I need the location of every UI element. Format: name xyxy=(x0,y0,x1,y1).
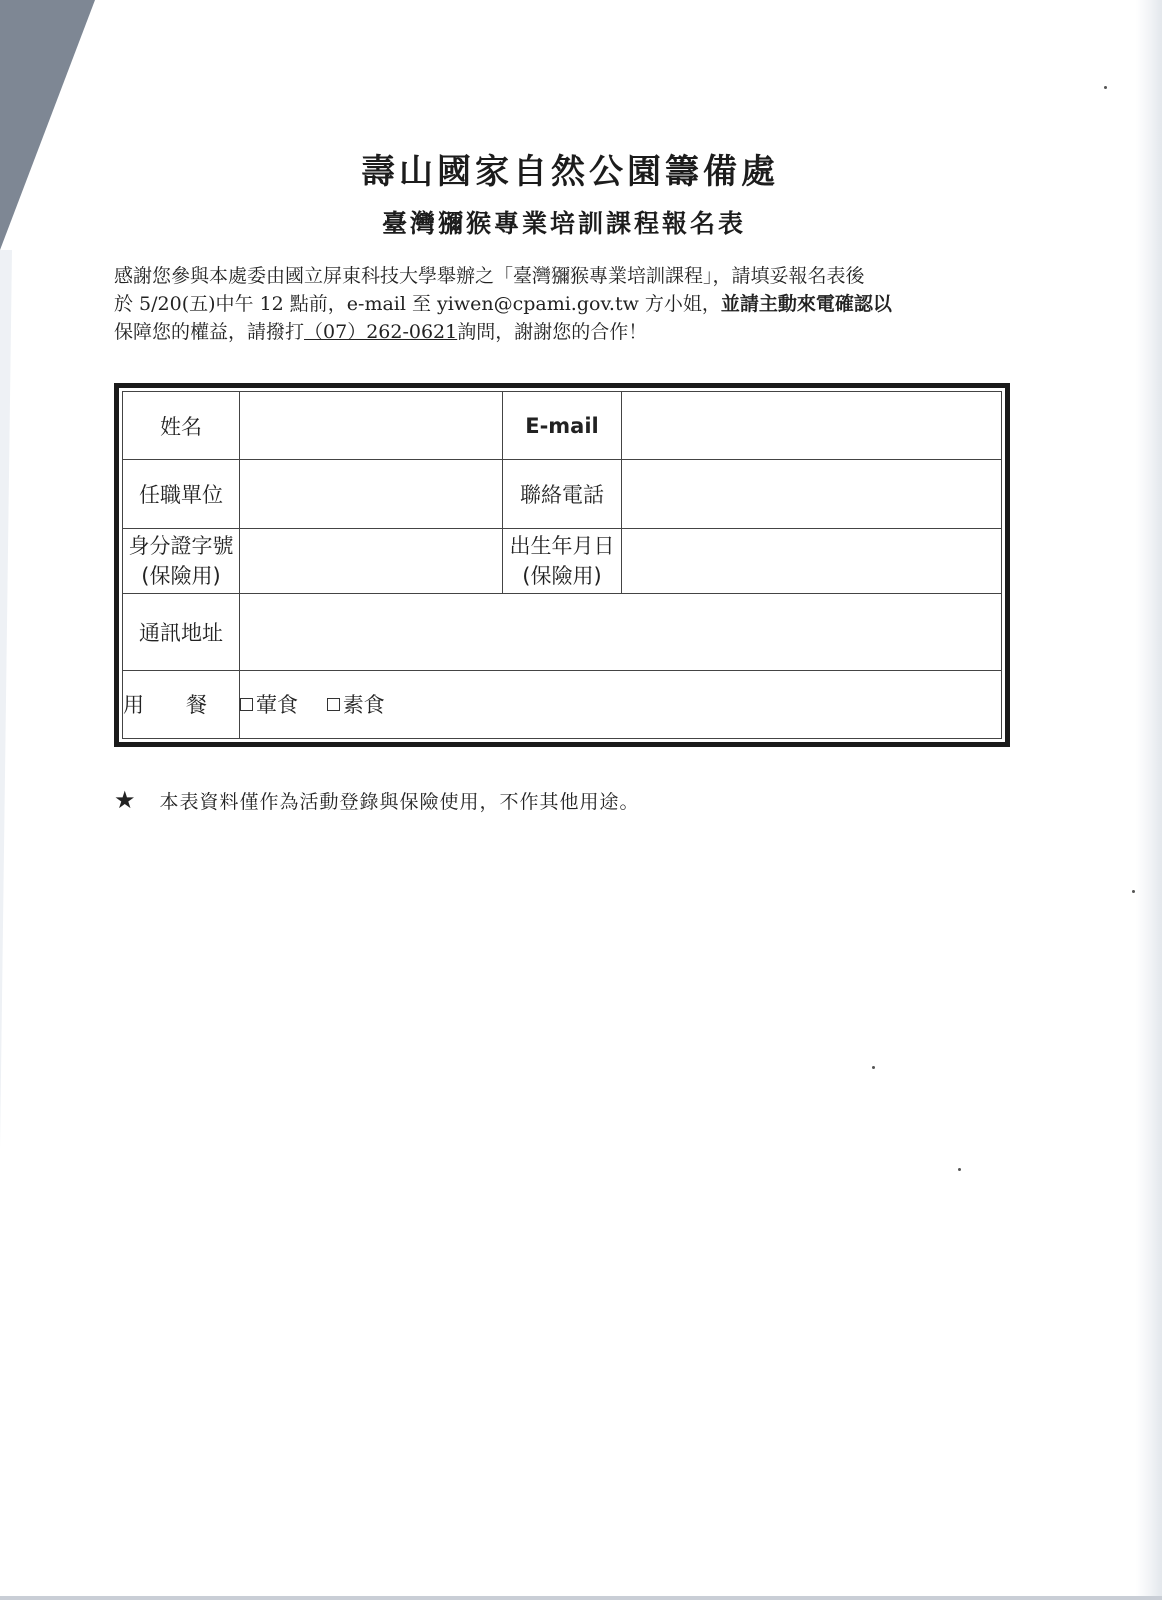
name-field[interactable] xyxy=(240,392,503,460)
phone-label: 聯絡電話 xyxy=(503,460,622,528)
scan-speck xyxy=(872,1066,875,1069)
meat-option-label: 葷食 xyxy=(256,693,298,718)
registration-form xyxy=(114,383,1010,747)
intro-confirm-text: 並請主動來電確認以 xyxy=(720,293,892,315)
intro-deadline-text: 於 5/20(五)中午 12 點前，e-mail 至 yiwen@cpami.gov.tw 方小姐， xyxy=(114,293,721,315)
id-number-note: (保險用) xyxy=(141,563,221,588)
registration-table xyxy=(122,391,1002,739)
id-number-field[interactable] xyxy=(240,528,503,593)
email-label: E-mail xyxy=(503,392,622,460)
form-row-name-email xyxy=(123,392,1002,460)
scan-speck xyxy=(958,1168,961,1171)
intro-line-1: 感謝您參與本處委由國立屏東科技大學舉辦之「臺灣獼猴專業培訓課程」，請填妥報名表後 xyxy=(114,265,865,287)
contact-phone-number: （07）262-0621 xyxy=(304,321,458,343)
meal-options xyxy=(240,670,1002,738)
address-field[interactable] xyxy=(240,594,1002,671)
scan-speck xyxy=(1104,86,1107,89)
meal-option-meat[interactable] xyxy=(240,689,298,719)
intro-line-3 xyxy=(114,318,1014,346)
meal-label-char-1: 用 xyxy=(123,693,144,718)
birthdate-label-cell xyxy=(503,528,622,593)
intro-call-text: 保障您的權益，請撥打 xyxy=(114,321,305,343)
intro-thanks-text: 詢問，謝謝您的合作！ xyxy=(457,321,648,343)
intro-paragraph xyxy=(114,262,1014,346)
meal-option-vegetarian[interactable] xyxy=(327,689,385,719)
id-number-label-cell xyxy=(123,528,240,593)
id-number-label: 身分證字號 xyxy=(128,533,234,558)
scan-left-shadow xyxy=(0,250,12,1150)
birthdate-label: 出生年月日 xyxy=(509,533,615,558)
star-icon: ★ xyxy=(114,786,136,814)
intro-line-2 xyxy=(114,290,1014,318)
scan-speck xyxy=(1132,890,1135,893)
usage-note-text: 本表資料僅作為活動登錄與保險使用，不作其他用途。 xyxy=(159,791,640,813)
phone-field[interactable] xyxy=(622,460,1002,528)
meat-checkbox[interactable] xyxy=(240,698,253,711)
name-label: 姓名 xyxy=(123,392,240,460)
birthdate-field[interactable] xyxy=(622,528,1002,593)
form-row-address xyxy=(123,594,1002,671)
scan-right-edge xyxy=(1136,0,1162,1600)
employer-field[interactable] xyxy=(240,460,503,528)
vegetarian-option-label: 素食 xyxy=(342,693,385,718)
form-title: 臺灣獼猴專業培訓課程報名表 xyxy=(381,209,746,238)
email-field[interactable] xyxy=(622,392,1002,460)
document-title: 壽山國家自然公園籌備處 xyxy=(361,152,779,192)
form-row-meal xyxy=(123,670,1002,738)
scan-bottom-edge xyxy=(0,1596,1162,1600)
meal-label xyxy=(123,670,240,738)
vegetarian-checkbox[interactable] xyxy=(327,698,340,711)
meal-label-char-2: 餐 xyxy=(186,693,207,718)
address-label: 通訊地址 xyxy=(123,594,240,671)
usage-note xyxy=(114,786,640,814)
birthdate-note: (保險用) xyxy=(522,563,602,588)
employer-label: 任職單位 xyxy=(123,460,240,528)
form-row-id-birth xyxy=(123,528,1002,593)
form-row-employer-phone xyxy=(123,460,1002,528)
